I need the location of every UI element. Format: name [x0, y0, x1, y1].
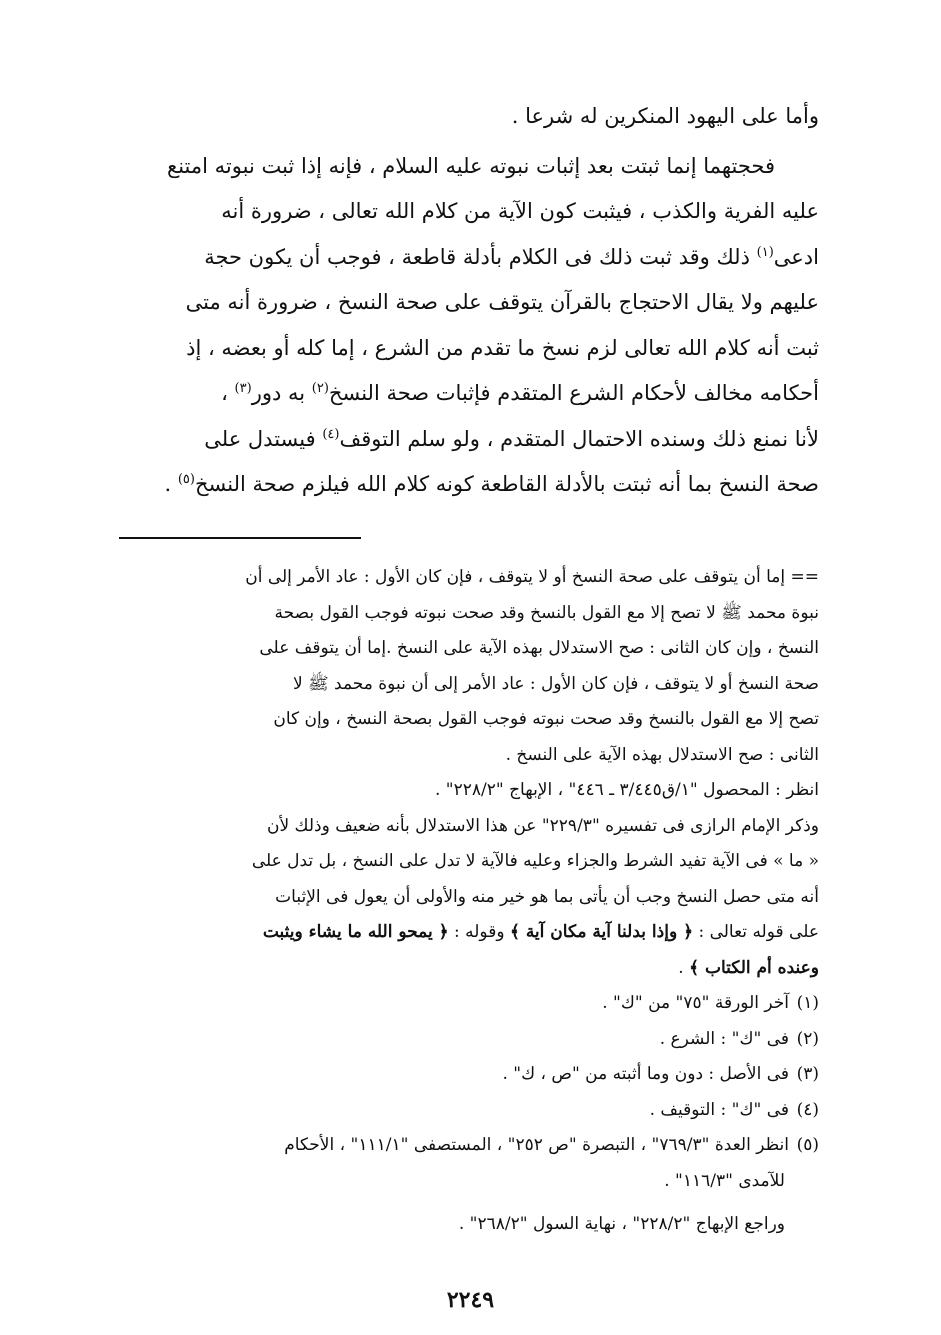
- footnote-text: على قوله تعالى :: [693, 922, 819, 942]
- footnote-line: النسخ ، وإن كان الثانى : صح الاستدلال بهذه الآية على النسخ .إما أن يتوقف على: [259, 638, 819, 658]
- main-paragraph: [117, 144, 819, 508]
- quran-verse: ﴿ يمحو الله ما يشاء ويثبت: [262, 922, 449, 942]
- paragraph-line: [117, 417, 819, 463]
- paragraph-line: ثبت أنه كلام الله تعالى لزم نسخ ما تقدم من الشرع ، إما كله أو بعضه ، إذ: [186, 335, 819, 360]
- paragraph-text: لأنا نمنع ذلك وسنده الاحتمال المتقدم ، ولو سلم التوقف: [339, 426, 819, 451]
- paragraph-line: فحجتهما إنما ثبتت بعد إثبات نبوته عليه السلام ، فإنه إذا ثبت نبوته امتنع: [167, 153, 775, 178]
- footnote-line: وذكر الإمام الرازى فى تفسيره "٢٢٩/٣" عن هذا الاستدلال بأنه ضعيف وذلك لأن: [266, 815, 819, 836]
- footnote-5-continued: للآمدى "١١٦/٣" .: [664, 1170, 785, 1191]
- opening-line: وأما على اليهود المنكرين له شرعا .: [511, 104, 819, 128]
- main-text: [117, 94, 819, 508]
- footnotes: [117, 560, 819, 1243]
- footnote-text: وقوله :: [448, 922, 510, 942]
- footnote-number: (١): [796, 993, 819, 1013]
- footnote-line: أنه متى حصل النسخ وجب أن يأتى بما هو خير منه والأولى أن يعول فى الإثبات: [275, 886, 819, 907]
- footnote-text: فى الأصل : دون وما أثبته من "ص ، ك" .: [502, 1064, 789, 1084]
- footnote-line: « ما » فى الآية تفيد الشرط والجزاء وعليه فالآية لا تدل على النسخ ، بل تدل على: [251, 851, 819, 871]
- paragraph-text: به دور: [251, 381, 312, 405]
- footnote-line: == إما أن يتوقف على صحة النسخ أو لا يتوقف ، فإن كان الأول : عاد الأمر إلى أن: [245, 567, 819, 587]
- footnote-ref: (٢): [311, 381, 329, 396]
- footnote-line: انظر : المحصول "١/ق٣/٤٤٥ ـ ٤٤٦" ، الإبهاج "٢٢٨/٢" .: [434, 780, 819, 800]
- footnote-number: (٥): [796, 1135, 819, 1155]
- footnote-text: انظر العدة "٧٦٩/٣" ، التبصرة "ص ٢٥٢" ، المستصفى "١١١/١" ، الأحكام: [284, 1135, 789, 1155]
- paragraph-text: ذلك وقد ثبت ذلك فى الكلام بأدلة قاطعة ، فوجب أن يكون حجة: [204, 244, 757, 269]
- footnote-ref: (١): [756, 244, 774, 260]
- footnote-text: .: [678, 957, 690, 978]
- continued-footnote: [117, 560, 819, 986]
- footnote-number: (٢): [796, 1028, 819, 1049]
- see-also-line: وراجع الإبهاج "٢٢٨/٢" ، نهاية السول "٢٦٨/٢" .: [458, 1214, 785, 1234]
- footnote-text: فى "ك" : التوقيف .: [649, 1099, 789, 1120]
- paragraph-text: صحة النسخ بما أنه ثبتت بالأدلة القاطعة كونه كلام الله فيلزم صحة النسخ: [194, 472, 819, 496]
- footnote-3: [117, 1057, 819, 1093]
- footnote-separator: [119, 537, 361, 539]
- footnote-line: صحة النسخ أو لا يتوقف ، فإن كان الأول : عاد الأمر إلى أن نبوة محمد ﷺ لا: [293, 673, 819, 694]
- footnote-line: [117, 951, 819, 987]
- footnote-ref: (٣): [234, 381, 252, 396]
- page-number: ٢٢٤٩: [446, 1287, 495, 1313]
- footnote-ref: (٥): [177, 472, 195, 487]
- footnote-text: فى "ك" : الشرع .: [659, 1028, 789, 1049]
- footnote-line: تصح إلا مع القول بالنسخ وقد صحت نبوته فوجب القول بصحة النسخ ، وإن كان: [273, 709, 819, 729]
- paragraph-line: [117, 462, 819, 508]
- paragraph-text: ادعى: [773, 244, 819, 269]
- footnote-4: [117, 1093, 819, 1129]
- footnote-line: [117, 915, 819, 951]
- footnote-ref: (٤): [322, 426, 340, 442]
- paragraph-text: فيستدل على: [204, 426, 323, 451]
- footnote-5: [117, 1128, 819, 1164]
- footnote-line: نبوة محمد ﷺ لا تصح إلا مع القول بالنسخ وقد صحت نبوته فوجب القول بصحة: [274, 602, 819, 623]
- paragraph-line: [117, 371, 819, 417]
- paragraph-text: ،: [221, 381, 235, 405]
- paragraph-line: عليه الفرية والكذب ، فيثبت كون الآية من كلام الله تعالى ، ضرورة أنه: [221, 199, 819, 223]
- footnote-number: (٤): [796, 1099, 819, 1120]
- footnote-1: [117, 986, 819, 1022]
- footnote-2: [117, 1022, 819, 1058]
- paragraph-text: أحكامه مخالف لأحكام الشرع المتقدم فإثبات صحة النسخ: [328, 381, 819, 405]
- paragraph-line: عليهم ولا يقال الاحتجاج بالقرآن يتوقف على صحة النسخ ، ضرورة أنه متى: [185, 290, 819, 314]
- paragraph-text: .: [164, 472, 178, 496]
- quran-verse: ﴿ وإذا بدلنا آية مكان آية ﴾: [509, 922, 694, 942]
- footnote-line: الثانى : صح الاستدلال بهذه الآية على النسخ .: [505, 744, 819, 765]
- footnote-text: آخر الورقة "٧٥" من "ك" .: [602, 993, 789, 1013]
- footnote-number: (٣): [796, 1064, 819, 1084]
- quran-verse: وعنده أم الكتاب ﴾: [689, 957, 819, 978]
- paragraph-line: [117, 235, 819, 281]
